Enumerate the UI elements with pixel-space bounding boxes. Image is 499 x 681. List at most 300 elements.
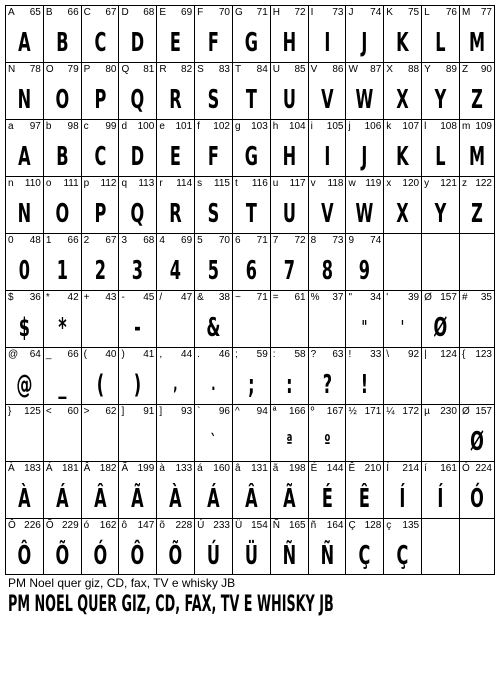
glyph-label bbox=[424, 121, 457, 133]
glyph-sample: N bbox=[17, 199, 32, 229]
glyph-label bbox=[273, 178, 306, 190]
glyph-code: 98 bbox=[67, 121, 79, 132]
glyph-sample: S bbox=[207, 85, 220, 115]
glyph-label bbox=[424, 349, 457, 361]
glyph-cell bbox=[43, 62, 81, 119]
glyph-cell bbox=[118, 119, 156, 176]
glyph-cell bbox=[345, 5, 383, 62]
glyph-code: 110 bbox=[24, 178, 41, 189]
glyph-label bbox=[8, 7, 41, 19]
glyph-sample: ' bbox=[400, 317, 405, 338]
glyph-sample: D bbox=[131, 28, 145, 58]
glyph-char: Ø bbox=[424, 292, 432, 303]
glyph-cell bbox=[156, 404, 194, 461]
glyph-char: º bbox=[310, 406, 315, 417]
glyph-sample bbox=[126, 425, 149, 459]
glyph-label bbox=[462, 463, 492, 475]
glyph-code: 61 bbox=[294, 292, 306, 303]
glyph-cell bbox=[421, 5, 459, 62]
glyph-label bbox=[235, 178, 268, 190]
glyph-label bbox=[462, 349, 492, 361]
glyph-label bbox=[348, 463, 381, 475]
glyph-label bbox=[197, 349, 230, 361]
glyph-char: 5 bbox=[197, 235, 203, 246]
glyph-sample: Ê bbox=[359, 484, 371, 514]
glyph-cell bbox=[308, 5, 346, 62]
glyph-label bbox=[159, 64, 192, 76]
glyph-char: q bbox=[121, 178, 128, 189]
glyph-sample: R bbox=[169, 85, 182, 115]
glyph-label bbox=[159, 463, 192, 475]
glyph-cell bbox=[232, 461, 270, 518]
glyph-sample: & bbox=[206, 313, 221, 343]
glyph-label bbox=[386, 178, 419, 190]
glyph-cell bbox=[5, 119, 43, 176]
glyph-char: ã bbox=[272, 463, 279, 474]
glyph-label bbox=[159, 178, 192, 190]
glyph-code: 58 bbox=[294, 349, 306, 360]
glyph-sample: D bbox=[131, 142, 145, 172]
glyph-char: 6 bbox=[234, 235, 241, 246]
glyph-cell bbox=[345, 290, 383, 347]
glyph-sample: W bbox=[355, 85, 374, 115]
glyph-label bbox=[159, 7, 192, 19]
glyph-code: 92 bbox=[407, 349, 420, 360]
glyph-cell bbox=[383, 347, 421, 404]
glyph-label bbox=[8, 235, 41, 247]
glyph-cell bbox=[345, 461, 383, 518]
glyph-sample: E bbox=[170, 28, 182, 58]
glyph-label bbox=[273, 292, 306, 304]
glyph-label bbox=[159, 121, 192, 133]
glyph-sample bbox=[466, 254, 487, 288]
glyph-cell bbox=[156, 347, 194, 404]
glyph-cell bbox=[81, 62, 119, 119]
glyph-label bbox=[424, 406, 457, 418]
glyph-sample: I bbox=[324, 28, 331, 58]
glyph-char: Ç bbox=[348, 520, 356, 531]
glyph-char: â bbox=[234, 463, 241, 474]
glyph-char: ? bbox=[310, 349, 317, 360]
glyph-code: 69 bbox=[181, 235, 193, 246]
glyph-label bbox=[46, 7, 79, 19]
glyph-char: ^ bbox=[234, 406, 240, 417]
glyph-cell bbox=[270, 233, 308, 290]
glyph-char: ç bbox=[386, 520, 392, 531]
glyph-sample: F bbox=[208, 142, 220, 172]
glyph-cell bbox=[308, 518, 346, 575]
glyph-char: J bbox=[348, 7, 354, 18]
glyph-sample: Q bbox=[131, 85, 145, 115]
glyph-char: M bbox=[461, 7, 471, 18]
glyph-row bbox=[5, 119, 495, 176]
glyph-cell bbox=[270, 176, 308, 233]
glyph-label bbox=[197, 292, 230, 304]
glyph-char: x bbox=[386, 178, 392, 189]
glyph-sample: _ bbox=[58, 370, 67, 400]
glyph-sample: V bbox=[320, 199, 334, 229]
glyph-label bbox=[311, 406, 344, 418]
glyph-cell bbox=[459, 176, 495, 233]
glyph-char: | bbox=[424, 349, 427, 360]
glyph-char: I bbox=[310, 7, 314, 18]
glyph-code: 76 bbox=[445, 7, 457, 18]
glyph-char: 9 bbox=[348, 235, 355, 246]
glyph-cell bbox=[308, 233, 346, 290]
glyph-char: Õ bbox=[45, 520, 54, 531]
glyph-char: X bbox=[386, 64, 393, 75]
glyph-char: e bbox=[159, 121, 165, 132]
glyph-label bbox=[348, 349, 381, 361]
glyph-sample: Õ bbox=[168, 541, 183, 571]
glyph-cell bbox=[345, 347, 383, 404]
glyph-cell bbox=[5, 62, 43, 119]
glyph-label bbox=[8, 178, 41, 190]
glyph-sample: Õ bbox=[55, 541, 70, 571]
glyph-label bbox=[121, 64, 154, 76]
glyph-code: 198 bbox=[288, 463, 306, 474]
glyph-code: 35 bbox=[480, 292, 492, 303]
glyph-char: 3 bbox=[121, 235, 128, 246]
glyph-label bbox=[159, 235, 192, 247]
glyph-sample: I bbox=[324, 142, 331, 172]
glyph-char: í bbox=[424, 463, 427, 474]
glyph-label bbox=[235, 520, 268, 532]
glyph-code: 122 bbox=[475, 178, 492, 189]
glyph-char: P bbox=[83, 64, 91, 75]
glyph-char: E bbox=[159, 7, 166, 18]
glyph-cell bbox=[421, 62, 459, 119]
glyph-label bbox=[311, 520, 344, 532]
glyph-code: 154 bbox=[251, 520, 268, 531]
glyph-cell bbox=[459, 461, 495, 518]
glyph-label bbox=[386, 349, 419, 361]
glyph-char: m bbox=[461, 121, 471, 132]
glyph-code: 74 bbox=[370, 235, 382, 246]
glyph-char: U bbox=[272, 64, 281, 75]
glyph-sample: J bbox=[361, 28, 368, 58]
glyph-cell bbox=[421, 290, 459, 347]
glyph-cell bbox=[118, 5, 156, 62]
glyph-cell bbox=[459, 290, 495, 347]
glyph-sample: º bbox=[323, 431, 331, 452]
glyph-sample bbox=[164, 311, 187, 345]
glyph-label bbox=[84, 406, 117, 418]
glyph-sample: 6 bbox=[245, 256, 257, 286]
glyph-label bbox=[348, 520, 381, 532]
glyph-code: 43 bbox=[105, 292, 117, 303]
glyph-sample: 8 bbox=[321, 256, 333, 286]
glyph-char: < bbox=[45, 406, 52, 417]
glyph-code: 229 bbox=[61, 520, 79, 531]
glyph-sample: X bbox=[396, 199, 409, 229]
glyph-cell bbox=[194, 404, 232, 461]
glyph-cell bbox=[5, 461, 43, 518]
glyph-cell bbox=[118, 461, 156, 518]
glyph-cell bbox=[270, 5, 308, 62]
glyph-code: 172 bbox=[402, 406, 420, 417]
glyph-sample: " bbox=[361, 317, 368, 338]
glyph-char: Ü bbox=[234, 520, 243, 531]
glyph-label bbox=[8, 406, 41, 418]
glyph-sample: F bbox=[208, 28, 220, 58]
glyph-char: p bbox=[83, 178, 90, 189]
glyph-code: 101 bbox=[175, 121, 193, 132]
glyph-label bbox=[311, 121, 344, 133]
glyph-char: n bbox=[8, 178, 14, 189]
glyph-sample: E bbox=[170, 142, 182, 172]
glyph-char: Z bbox=[461, 64, 469, 75]
glyph-sample: É bbox=[321, 484, 333, 514]
glyph-sample: 3 bbox=[132, 256, 144, 286]
glyph-cell bbox=[383, 290, 421, 347]
glyph-char: Ó bbox=[461, 463, 470, 474]
glyph-code: 71 bbox=[256, 292, 268, 303]
glyph-sample: K bbox=[396, 28, 409, 58]
glyph-code: 65 bbox=[29, 7, 41, 18]
glyph-cell bbox=[232, 5, 270, 62]
glyph-label bbox=[46, 121, 79, 133]
glyph-sample: Ü bbox=[244, 541, 258, 571]
glyph-code: 47 bbox=[181, 292, 193, 303]
glyph-cell bbox=[383, 404, 421, 461]
glyph-label bbox=[121, 463, 154, 475]
glyph-sample: U bbox=[282, 85, 296, 115]
glyph-char: g bbox=[234, 121, 241, 132]
glyph-cell bbox=[232, 233, 270, 290]
glyph-sample bbox=[391, 254, 414, 288]
glyph-cell bbox=[5, 233, 43, 290]
glyph-char: Ú bbox=[197, 520, 205, 531]
glyph-sample bbox=[466, 368, 487, 402]
glyph-code: 183 bbox=[24, 463, 41, 474]
glyph-code: 60 bbox=[67, 406, 79, 417]
glyph-code: 39 bbox=[407, 292, 420, 303]
glyph-label bbox=[273, 520, 306, 532]
glyph-sample bbox=[240, 425, 263, 459]
glyph-sample: J bbox=[361, 142, 368, 172]
glyph-char: / bbox=[159, 292, 163, 303]
glyph-code: 224 bbox=[475, 463, 492, 474]
glyph-char: D bbox=[121, 7, 129, 18]
glyph-char: * bbox=[45, 292, 50, 303]
glyph-code: 114 bbox=[176, 178, 193, 189]
glyph-sample bbox=[164, 425, 187, 459]
glyph-cell bbox=[43, 404, 81, 461]
glyph-code: 111 bbox=[63, 178, 79, 189]
glyph-label bbox=[462, 178, 492, 190]
glyph-label bbox=[121, 349, 154, 361]
glyph-code: 182 bbox=[99, 463, 117, 474]
glyph-char: ô bbox=[121, 520, 128, 531]
glyph-cell bbox=[118, 290, 156, 347]
glyph-sample: M bbox=[468, 142, 485, 172]
glyph-code: 121 bbox=[440, 178, 457, 189]
glyph-cell bbox=[345, 518, 383, 575]
glyph-label bbox=[348, 7, 381, 19]
glyph-code: 77 bbox=[480, 7, 492, 18]
glyph-char: { bbox=[461, 349, 466, 360]
glyph-char: Ê bbox=[348, 463, 356, 474]
glyph-cell bbox=[118, 347, 156, 404]
glyph-char: Á bbox=[45, 463, 53, 474]
glyph-cell bbox=[81, 176, 119, 233]
glyph-label bbox=[84, 178, 117, 190]
glyph-label bbox=[235, 7, 268, 19]
glyph-label bbox=[8, 520, 41, 532]
glyph-char: µ bbox=[424, 406, 430, 417]
glyph-cell bbox=[270, 347, 308, 404]
glyph-label bbox=[8, 463, 41, 475]
glyph-sample: P bbox=[94, 85, 106, 115]
glyph-cell bbox=[308, 290, 346, 347]
glyph-row bbox=[5, 290, 495, 347]
glyph-cell bbox=[308, 404, 346, 461]
glyph-label bbox=[121, 121, 154, 133]
glyph-char: 2 bbox=[83, 235, 90, 246]
glyph-cell bbox=[81, 290, 119, 347]
glyph-char: & bbox=[197, 292, 204, 303]
glyph-char: - bbox=[121, 292, 125, 303]
glyph-char: ) bbox=[121, 349, 125, 360]
glyph-char: Ñ bbox=[272, 520, 281, 531]
glyph-label bbox=[235, 349, 268, 361]
glyph-row bbox=[5, 176, 495, 233]
glyph-code: 112 bbox=[100, 178, 117, 189]
glyph-cell bbox=[421, 119, 459, 176]
glyph-char: a bbox=[8, 121, 14, 132]
glyph-code: 90 bbox=[480, 64, 492, 75]
glyph-label bbox=[46, 64, 79, 76]
glyph-code: 79 bbox=[67, 64, 79, 75]
glyph-cell bbox=[194, 233, 232, 290]
glyph-code: 107 bbox=[402, 121, 420, 132]
glyph-sample: N bbox=[17, 85, 32, 115]
glyph-char: 1 bbox=[45, 235, 52, 246]
glyph-cell bbox=[43, 119, 81, 176]
glyph-sample: 9 bbox=[359, 256, 371, 286]
glyph-sample: 7 bbox=[283, 256, 295, 286]
glyph-label bbox=[348, 406, 381, 418]
glyph-code: 63 bbox=[332, 349, 344, 360]
glyph-char: b bbox=[45, 121, 52, 132]
glyph-cell bbox=[5, 176, 43, 233]
glyph-cell bbox=[43, 176, 81, 233]
glyph-code: 64 bbox=[29, 349, 41, 360]
glyph-char: É bbox=[310, 463, 318, 474]
glyph-char: K bbox=[386, 7, 393, 18]
glyph-char: S bbox=[197, 64, 204, 75]
glyph-sample: S bbox=[207, 199, 220, 229]
glyph-code: 62 bbox=[105, 406, 117, 417]
glyph-code: 123 bbox=[475, 349, 492, 360]
glyph-label bbox=[121, 235, 154, 247]
glyph-cell bbox=[308, 119, 346, 176]
glyph-sample: G bbox=[244, 28, 258, 58]
glyph-label bbox=[197, 406, 230, 418]
glyph-char: s bbox=[197, 178, 203, 189]
glyph-char: ¼ bbox=[386, 406, 395, 417]
glyph-row bbox=[5, 404, 495, 461]
glyph-label bbox=[273, 121, 306, 133]
glyph-code: 230 bbox=[440, 406, 457, 417]
glyph-cell bbox=[421, 518, 459, 575]
glyph-char: O bbox=[45, 64, 54, 75]
glyph-code: 73 bbox=[332, 7, 344, 18]
glyph-label bbox=[84, 520, 117, 532]
glyph-sample: K bbox=[396, 142, 409, 172]
glyph-code: 100 bbox=[137, 121, 155, 132]
glyph-sample: * bbox=[58, 313, 67, 343]
glyph-sample: Ã bbox=[282, 484, 296, 514]
glyph-code: 115 bbox=[214, 178, 230, 189]
glyph-cell bbox=[459, 62, 495, 119]
glyph-code: 78 bbox=[29, 64, 41, 75]
glyph-char: r bbox=[159, 178, 163, 189]
glyph-label bbox=[311, 349, 344, 361]
glyph-sample bbox=[466, 539, 487, 573]
glyph-sample: Â bbox=[245, 484, 258, 514]
glyph-label bbox=[311, 235, 344, 247]
glyph-sample: ` bbox=[210, 431, 217, 452]
glyph-code: 86 bbox=[332, 64, 344, 75]
glyph-char: W bbox=[348, 64, 358, 75]
glyph-code: 131 bbox=[251, 463, 268, 474]
glyph-char: y bbox=[424, 178, 430, 189]
glyph-cell bbox=[156, 5, 194, 62]
glyph-char: N bbox=[8, 64, 16, 75]
glyph-cell bbox=[270, 404, 308, 461]
glyph-code: 102 bbox=[213, 121, 230, 132]
glyph-code: 70 bbox=[218, 235, 230, 246]
glyph-char: i bbox=[310, 121, 313, 132]
glyph-sample: L bbox=[435, 142, 446, 172]
glyph-cell bbox=[421, 347, 459, 404]
glyph-code: 233 bbox=[213, 520, 230, 531]
glyph-label bbox=[424, 7, 457, 19]
glyph-sample bbox=[429, 539, 452, 573]
glyph-code: 162 bbox=[99, 520, 117, 531]
glyph-cell bbox=[194, 5, 232, 62]
glyph-cell bbox=[232, 62, 270, 119]
glyph-label bbox=[8, 349, 41, 361]
glyph-cell bbox=[43, 518, 81, 575]
glyph-code: 66 bbox=[67, 349, 79, 360]
glyph-code: 94 bbox=[256, 406, 268, 417]
glyph-cell bbox=[232, 518, 270, 575]
glyph-code: 71 bbox=[256, 7, 268, 18]
glyph-label bbox=[121, 520, 154, 532]
glyph-label bbox=[46, 292, 79, 304]
glyph-sample: Á bbox=[55, 484, 69, 514]
glyph-label bbox=[462, 121, 492, 133]
glyph-char: v bbox=[310, 178, 316, 189]
glyph-char: u bbox=[272, 178, 279, 189]
glyph-label bbox=[348, 292, 381, 304]
glyph-cell bbox=[81, 461, 119, 518]
glyph-label bbox=[197, 64, 230, 76]
glyph-code: 33 bbox=[370, 349, 382, 360]
glyph-code: 34 bbox=[370, 292, 382, 303]
glyph-cell bbox=[5, 347, 43, 404]
glyph-label bbox=[386, 121, 419, 133]
glyph-cell bbox=[194, 347, 232, 404]
glyph-sample: Ô bbox=[17, 541, 32, 571]
glyph-char: $ bbox=[8, 292, 14, 303]
glyph-code: 157 bbox=[475, 406, 492, 417]
glyph-code: 113 bbox=[138, 178, 155, 189]
glyph-label bbox=[46, 235, 79, 247]
